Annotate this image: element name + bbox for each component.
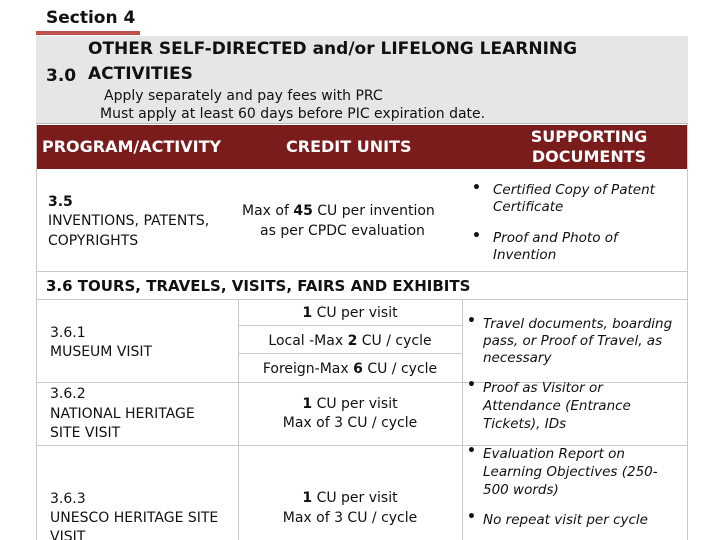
column-documents <box>494 127 684 167</box>
row-3-6-3-doc1-bullet: • <box>467 443 476 459</box>
row-3-5-doc2-bullet: • <box>472 228 481 244</box>
row-3-6-1-doc-line-3: necessary <box>483 350 552 366</box>
note-line-1: Apply separately and pay fees with PRC <box>104 88 383 104</box>
row-3-6-3-doc1-line-3: 500 words) <box>483 482 559 498</box>
row-separator <box>36 299 688 300</box>
row-3-6-3-credit-line-2: Max of 3 CU / cycle <box>282 510 418 526</box>
column-documents-line-1: SUPPORTING <box>530 127 648 146</box>
column-divider-2 <box>462 299 463 540</box>
row-3-6-2-name-line-2: SITE VISIT <box>50 425 121 441</box>
row-3-6-2-doc-line-1: Proof as Visitor or <box>483 380 603 396</box>
section-label: Section 4 <box>46 8 136 28</box>
note-line-2: Must apply at least 60 days before PIC expiration date. <box>100 106 486 122</box>
row-3-6-3-doc1-line-1: Evaluation Report on <box>483 446 625 462</box>
row-3-5-credit-line-2: as per CPDC evaluation <box>260 223 425 239</box>
row-3-6-2-credit-line-1: 1 CU per visit <box>302 396 398 412</box>
row-3-6-1-credit: 1 CU per visit <box>302 305 398 321</box>
row-3-5-doc1-bullet: • <box>472 180 481 196</box>
title-line-2: ACTIVITIES <box>88 64 193 84</box>
column-header-bar <box>36 125 688 169</box>
column-documents-line-2: DOCUMENTS <box>531 147 647 166</box>
row-3-6-2-credit-line-2: Max of 3 CU / cycle <box>282 415 418 431</box>
row-3-6-3-credit-line-1: 1 CU per visit <box>302 490 398 506</box>
row-3-5-doc1-line-1: Certified Copy of Patent <box>493 182 655 198</box>
row-3-6-3-code: 3.6.3 <box>50 491 86 507</box>
row-3-6-1-doc-line-1: Travel documents, boarding <box>483 316 673 332</box>
row-3-5-doc2-line-2: Invention <box>493 247 557 263</box>
row-3-6-2-doc-line-3: Tickets), IDs <box>483 416 567 432</box>
row-3-6-3-doc2: No repeat visit per cycle <box>483 512 648 528</box>
title-number: 3.0 <box>46 66 77 86</box>
section-underline <box>36 31 140 35</box>
cell-separator <box>238 325 462 326</box>
table-border-left <box>36 124 37 540</box>
column-program: PROGRAM/ACTIVITY <box>42 137 222 156</box>
row-3-5-name-line-2: COPYRIGHTS <box>48 233 139 249</box>
cell-separator <box>238 353 462 354</box>
row-3-6-2-doc-bullet: • <box>467 377 476 393</box>
row-3-6-3-doc2-bullet: • <box>467 509 476 525</box>
row-3-5-credit-line-1: Max of 45 CU per invention <box>242 203 435 219</box>
row-3-6-3-doc1-line-2: Learning Objectives (250- <box>483 464 658 480</box>
row-3-5-name-line-1: INVENTIONS, PATENTS, <box>48 213 210 229</box>
title-line-1: OTHER SELF-DIRECTED and/or LIFELONG LEARNING <box>88 39 578 59</box>
row-3-6-1-code: 3.6.1 <box>50 325 86 341</box>
row-3-6-1-name: MUSEUM VISIT <box>50 344 153 360</box>
row-separator <box>36 271 688 272</box>
row-3-5-doc1-line-2: Certificate <box>493 199 564 215</box>
row-3-6-2-code: 3.6.2 <box>50 386 86 402</box>
row-3-5-code: 3.5 <box>48 194 73 210</box>
row-3-6-2-name-line-1: NATIONAL HERITAGE <box>50 406 195 422</box>
row-3-5-doc2-line-1: Proof and Photo of <box>493 230 618 246</box>
row-3-6-3-name-line-2: VISIT <box>50 529 86 540</box>
column-credit: CREDIT UNITS <box>286 137 412 156</box>
row-3-6-1-foreign-max: Foreign-Max 6 CU / cycle <box>262 361 438 377</box>
row-3-6-3-name-line-1: UNESCO HERITAGE SITE <box>50 510 219 526</box>
row-3-6-1-doc-line-2: pass, or Proof of Travel, as <box>483 333 663 349</box>
row-3-6-1-doc-bullet: • <box>467 313 476 329</box>
subsection-3-6-title: 3.6 TOURS, TRAVELS, VISITS, FAIRS AND EXHIBITS <box>46 277 471 295</box>
row-3-6-1-local-max: Local -Max 2 CU / cycle <box>268 333 432 349</box>
row-3-6-2-doc-line-2: Attendance (Entrance <box>483 398 631 414</box>
table-border-right <box>687 124 688 540</box>
